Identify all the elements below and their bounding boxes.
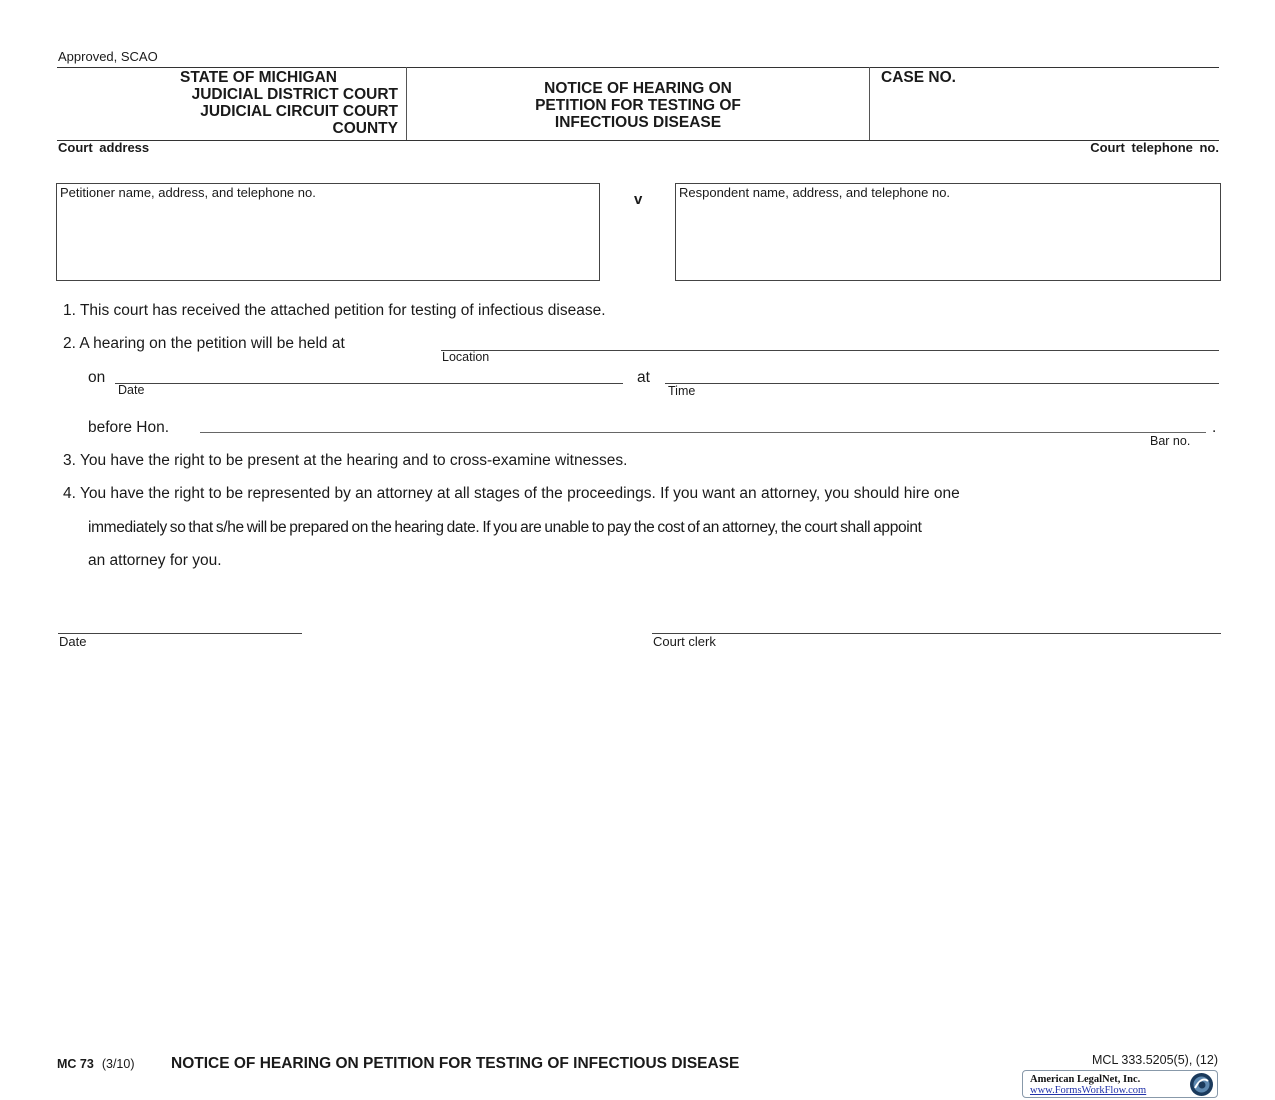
signature-date-label: Date bbox=[59, 634, 87, 649]
district-court: JUDICIAL DISTRICT COURT bbox=[191, 86, 398, 103]
time-field[interactable] bbox=[665, 383, 1219, 384]
header-divider bbox=[406, 67, 407, 140]
case-number-label: CASE NO. bbox=[881, 69, 956, 86]
before-hon-label: before Hon. bbox=[88, 419, 169, 436]
court-address-label: Court address bbox=[58, 140, 150, 155]
vendor-name: American LegalNet, Inc. bbox=[1030, 1074, 1141, 1085]
item-2: 2. A hearing on the petition will be held at bbox=[63, 335, 345, 352]
form-title: NOTICE OF HEARING ON PETITION FOR TESTING OF INFECTIOUS DISEASE bbox=[535, 80, 741, 131]
header-divider bbox=[869, 67, 870, 140]
time-label: Time bbox=[668, 384, 696, 398]
case-number-field[interactable] bbox=[875, 92, 1215, 136]
location-label: Location bbox=[442, 350, 490, 364]
location-field[interactable] bbox=[441, 350, 1219, 351]
approved-scao: Approved, SCAO bbox=[58, 49, 158, 64]
at-label: at bbox=[637, 369, 650, 386]
date-field[interactable] bbox=[115, 383, 623, 384]
versus-label: v bbox=[634, 191, 643, 208]
on-label: on bbox=[88, 369, 106, 386]
item-4-line-2: immediately so that s/he will be prepared on the hearing date. If you are unable to pay the cost of an attorney, the court shall appoint bbox=[88, 519, 922, 536]
respondent-field[interactable] bbox=[675, 183, 1221, 281]
form-revision: (3/10) bbox=[101, 1057, 135, 1071]
vendor-badge[interactable] bbox=[1022, 1070, 1218, 1098]
period: . bbox=[1212, 419, 1217, 436]
header-top-rule bbox=[57, 67, 1219, 68]
form-code: MC 73 (3/10) bbox=[57, 1057, 135, 1071]
petitioner-field[interactable] bbox=[56, 183, 600, 281]
signature-date-field[interactable] bbox=[58, 633, 302, 634]
circuit-court: JUDICIAL CIRCUIT COURT bbox=[200, 103, 398, 120]
respondent-label: Respondent name, address, and telephone no. bbox=[679, 185, 951, 200]
item-4-line-3: an attorney for you. bbox=[88, 552, 222, 569]
court-telephone-label: Court telephone no. bbox=[1090, 140, 1219, 155]
court-clerk-field[interactable] bbox=[652, 633, 1221, 634]
vendor-url-link[interactable]: www.FormsWorkFlow.com bbox=[1030, 1085, 1147, 1096]
globe-logo-icon bbox=[1189, 1072, 1214, 1097]
court-heading bbox=[60, 69, 398, 137]
footer-title: NOTICE OF HEARING ON PETITION FOR TESTING OF INFECTIOUS DISEASE bbox=[171, 1055, 740, 1072]
date-label: Date bbox=[118, 383, 145, 397]
judge-name-field[interactable] bbox=[200, 432, 1206, 433]
item-3: 3. You have the right to be present at the hearing and to cross-examine witnesses. bbox=[63, 452, 628, 469]
statute-reference: MCL 333.5205(5), (12) bbox=[1092, 1053, 1218, 1067]
item-1: 1. This court has received the attached petition for testing of infectious disease. bbox=[63, 302, 606, 319]
state-name: STATE OF MICHIGAN bbox=[180, 69, 337, 86]
item-4-line-1: 4. You have the right to be represented by an attorney at all stages of the proceedings. If you want an attorney, you should hire one bbox=[63, 485, 960, 502]
header-bottom-rule bbox=[57, 140, 1219, 141]
court-clerk-label: Court clerk bbox=[653, 634, 716, 649]
bar-no-label: Bar no. bbox=[1150, 434, 1191, 448]
petitioner-label: Petitioner name, address, and telephone no. bbox=[60, 185, 316, 200]
county: COUNTY bbox=[332, 120, 398, 137]
